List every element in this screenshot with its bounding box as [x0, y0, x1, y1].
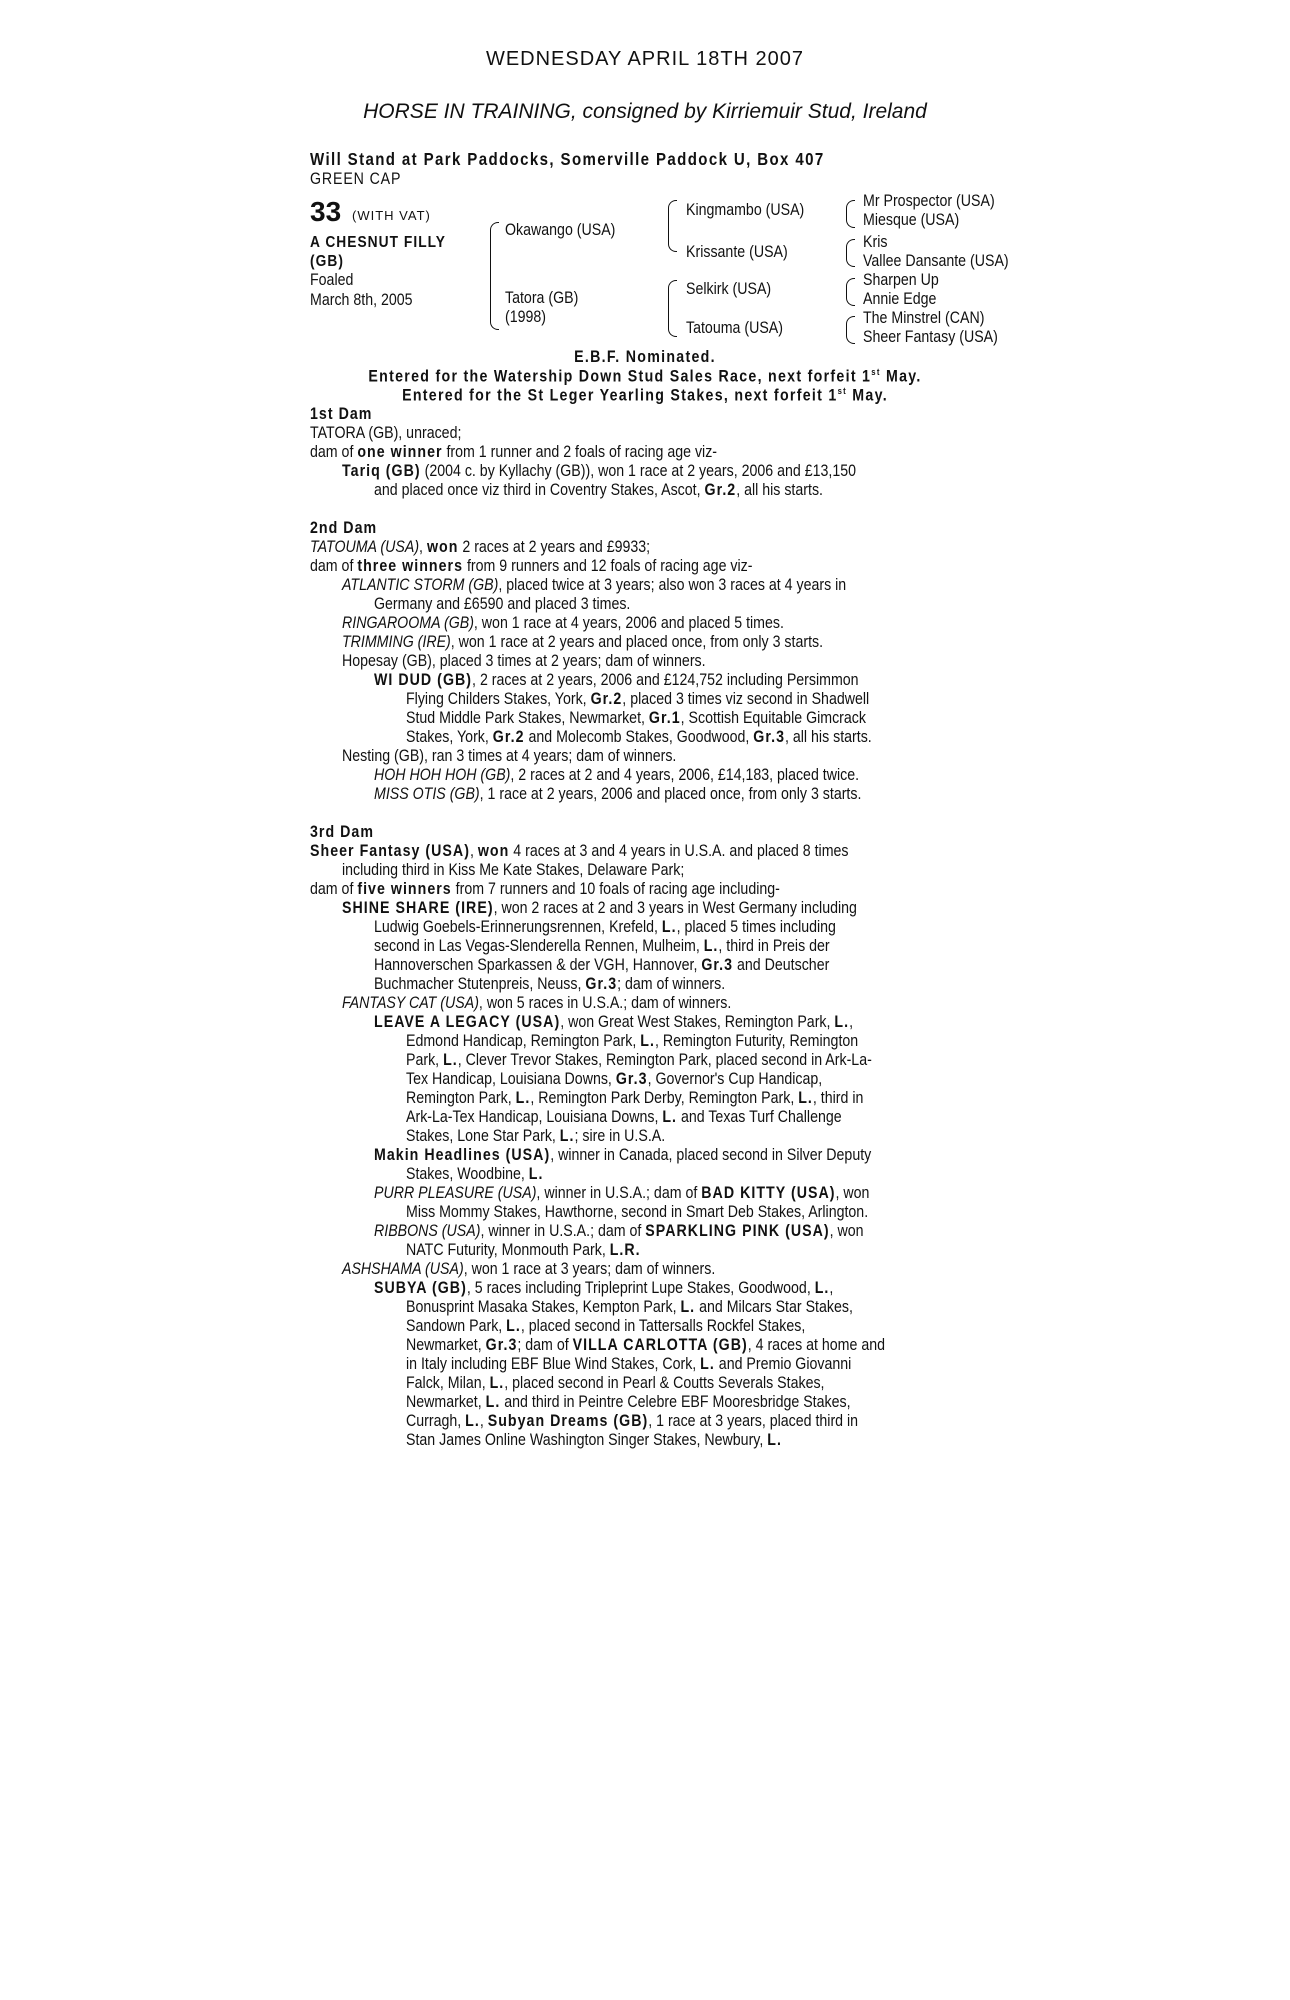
pedigree-brace-sd	[846, 239, 855, 267]
produce-entry-cont: Ludwig Goebels-Erinnerungsrennen, Krefeld, L., placed 5 times including	[374, 918, 836, 936]
dam-dam-dam: Sheer Fantasy (USA)	[863, 328, 998, 346]
sire-sire-sire: Mr Prospector (USA)	[863, 192, 995, 210]
grand-produce-cont: Remington Park, L., Remington Park Derby, Remington Park, L., third in	[406, 1089, 864, 1107]
grand-produce-entry: PURR PLEASURE (USA), winner in U.S.A.; dam of BAD KITTY (USA), won	[374, 1184, 870, 1202]
dam-line: TATORA (GB), unraced;	[310, 424, 462, 442]
produce-summary: dam of five winners from 7 runners and 10 foals of racing age including-	[310, 880, 780, 898]
sire-sire-dam: Miesque (USA)	[863, 211, 960, 229]
grand-produce-cont: Stakes, Lone Star Park, L.; sire in U.S.A.	[406, 1127, 666, 1145]
cap-colour: GREEN CAP	[310, 170, 402, 188]
grand-produce-entry: RIBBONS (USA), winner in U.S.A.; dam of SPARKLING PINK (USA), won	[374, 1222, 864, 1240]
produce-entry: RINGAROOMA (GB), won 1 race at 4 years, 2006 and placed 5 times.	[342, 614, 784, 632]
grand-produce-cont: Newmarket, Gr.3; dam of VILLA CARLOTTA (GB), 4 races at home and	[406, 1336, 886, 1354]
grand-produce-entry: LEAVE A LEGACY (USA), won Great West Stakes, Remington Park, L.,	[374, 1013, 854, 1031]
pedigree-brace-ss	[846, 200, 855, 228]
produce-entry: Tariq (GB) (2004 c. by Kyllachy (GB)), won 1 race at 2 years, 2006 and £13,150	[342, 462, 857, 480]
ebf-note: E.B.F. Nominated.	[574, 348, 716, 366]
grand-produce-cont: Edmond Handicap, Remington Park, L., Remington Futurity, Remington	[406, 1032, 859, 1050]
lot-description: A CHESNUT FILLY	[310, 234, 447, 251]
grand-produce-cont: Stan James Online Washington Singer Stakes, Newbury, L.	[406, 1431, 782, 1449]
grand-produce-cont: Tex Handicap, Louisiana Downs, Gr.3, Governor's Cup Handicap,	[406, 1070, 823, 1088]
grand-produce-cont: Falck, Milan, L., placed second in Pearl & Coutts Severals Stakes,	[406, 1374, 825, 1392]
lot-heading: HORSE IN TRAINING, consigned by Kirriemuir Stud, Ireland	[363, 100, 927, 123]
grand-produce-cont: in Italy including EBF Blue Wind Stakes, Cork, L. and Premio Giovanni	[406, 1355, 852, 1373]
section-heading: 2nd Dam	[310, 519, 378, 537]
vat-note: (WITH VAT)	[352, 208, 431, 223]
produce-entry: SHINE SHARE (IRE), won 2 races at 2 and 3 years in West Germany including	[342, 899, 857, 917]
dam-year: (1998)	[505, 308, 547, 326]
foaled-date: March 8th, 2005	[310, 291, 413, 309]
dam: Tatora (GB)	[505, 289, 579, 307]
grand-produce-entry: MISS OTIS (GB), 1 race at 2 years, 2006 and placed once, from only 3 starts.	[374, 785, 862, 803]
grand-produce-cont: Curragh, L., Subyan Dreams (GB), 1 race at 3 years, placed third in	[406, 1412, 859, 1430]
grand-produce-entry: Makin Headlines (USA), winner in Canada, placed second in Silver Deputy	[374, 1146, 872, 1164]
pedigree-brace-sire	[668, 200, 677, 252]
pedigree-brace-main	[490, 222, 499, 330]
entry-note-1: Entered for the Watership Down Stud Sales Race, next forfeit 1st May.	[368, 367, 922, 386]
produce-entry: Nesting (GB), ran 3 times at 4 years; dam of winners.	[342, 747, 677, 765]
lot-number: 33	[310, 196, 342, 227]
produce-entry: FANTASY CAT (USA), won 5 races in U.S.A.; dam of winners.	[342, 994, 732, 1012]
produce-entry: TRIMMING (IRE), won 1 race at 2 years and placed once, from only 3 starts.	[342, 633, 824, 651]
sire-dam-sire: Kris	[863, 233, 888, 251]
section-heading: 1st Dam	[310, 405, 373, 423]
grand-produce-cont: Stakes, York, Gr.2 and Molecomb Stakes, Goodwood, Gr.3, all his starts.	[406, 728, 872, 746]
grand-produce-entry: WI DUD (GB), 2 races at 2 years, 2006 and £124,752 including Persimmon	[374, 671, 859, 689]
dam-line: Sheer Fantasy (USA), won 4 races at 3 and 4 years in U.S.A. and placed 8 times	[310, 842, 849, 860]
produce-entry: ATLANTIC STORM (GB), placed twice at 3 years; also won 3 races at 4 years in	[342, 576, 847, 594]
grand-produce-entry: HOH HOH HOH (GB), 2 races at 2 and 4 years, 2006, £14,183, placed twice.	[374, 766, 860, 784]
grand-produce-entry: SUBYA (GB), 5 races including Tripleprint Lupe Stakes, Goodwood, L.,	[374, 1279, 834, 1297]
dam-dam-sire: The Minstrel (CAN)	[863, 309, 985, 327]
produce-entry-cont: Buchmacher Stutenpreis, Neuss, Gr.3; dam of winners.	[374, 975, 726, 993]
stand-location: Will Stand at Park Paddocks, Somerville Paddock U, Box 407	[310, 149, 825, 169]
sire-sire: Kingmambo (USA)	[686, 201, 805, 219]
produce-summary: dam of three winners from 9 runners and 12 foals of racing age viz-	[310, 557, 753, 575]
produce-entry: Hopesay (GB), placed 3 times at 2 years; dam of winners.	[342, 652, 706, 670]
grand-produce-cont: Park, L., Clever Trevor Stakes, Remington Park, placed second in Ark-La-	[406, 1051, 872, 1069]
grand-produce-cont: Bonusprint Masaka Stakes, Kempton Park, L. and Milcars Star Stakes,	[406, 1298, 853, 1316]
sale-date: WEDNESDAY APRIL 18TH 2007	[485, 48, 805, 70]
grand-produce-cont: Newmarket, L. and third in Peintre Celebre EBF Mooresbridge Stakes,	[406, 1393, 851, 1411]
grand-produce-cont: Ark-La-Tex Handicap, Louisiana Downs, L. and Texas Turf Challenge	[406, 1108, 842, 1126]
sire-dam-dam: Vallee Dansante (USA)	[863, 252, 1009, 270]
dam-sire: Selkirk (USA)	[686, 280, 772, 298]
dam-dam: Tatouma (USA)	[686, 319, 784, 337]
grand-produce-cont: Flying Childers Stakes, York, Gr.2, placed 3 times viz second in Shadwell	[406, 690, 870, 708]
produce-summary: dam of one winner from 1 runner and 2 foals of racing age viz-	[310, 443, 718, 461]
pedigree-brace-dam	[668, 280, 677, 337]
grand-produce-cont: Stud Middle Park Stakes, Newmarket, Gr.1, Scottish Equitable Gimcrack	[406, 709, 866, 727]
produce-entry-cont: and placed once viz third in Coventry Stakes, Ascot, Gr.2, all his starts.	[374, 481, 823, 499]
sire: Okawango (USA)	[505, 221, 616, 239]
grand-produce-cont: Miss Mommy Stakes, Hawthorne, second in Smart Deb Stakes, Arlington.	[406, 1203, 869, 1221]
dam-line-cont: including third in Kiss Me Kate Stakes, Delaware Park;	[342, 861, 685, 879]
lot-origin: (GB)	[310, 253, 344, 270]
grand-produce-cont: Stakes, Woodbine, L.	[406, 1165, 544, 1183]
pedigree-brace-dd	[846, 316, 855, 344]
produce-entry-cont: Hannoverschen Sparkassen & der VGH, Hannover, Gr.3 and Deutscher	[374, 956, 830, 974]
section-heading: 3rd Dam	[310, 823, 375, 841]
produce-entry: ASHSHAMA (USA), won 1 race at 3 years; dam of winners.	[342, 1260, 716, 1278]
dam-sire-sire: Sharpen Up	[863, 271, 939, 289]
sire-dam: Krissante (USA)	[686, 243, 788, 261]
produce-entry-cont: Germany and £6590 and placed 3 times.	[374, 595, 631, 613]
entry-note-2: Entered for the St Leger Yearling Stakes, next forfeit 1st May.	[402, 386, 888, 405]
foaled-label: Foaled	[310, 271, 354, 289]
produce-entry-cont: second in Las Vegas-Slenderella Rennen, Mulheim, L., third in Preis der	[374, 937, 830, 955]
grand-produce-cont: NATC Futurity, Monmouth Park, L.R.	[406, 1241, 641, 1259]
pedigree-brace-ds	[846, 278, 855, 306]
dam-sire-dam: Annie Edge	[863, 290, 937, 308]
grand-produce-cont: Sandown Park, L., placed second in Tattersalls Rockfel Stakes,	[406, 1317, 806, 1335]
dam-line: TATOUMA (USA), won 2 races at 2 years and £9933;	[310, 538, 651, 556]
